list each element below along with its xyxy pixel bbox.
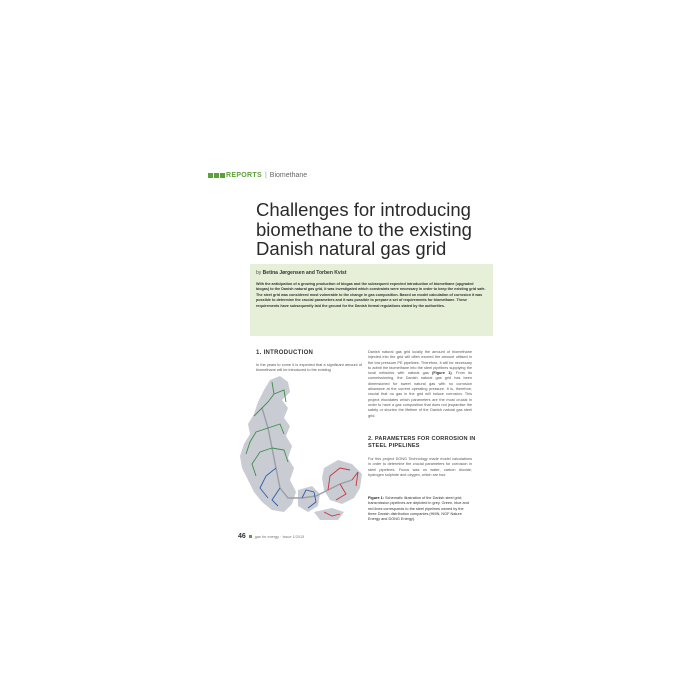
section-heading-introduction: 1. INTRODUCTION: [256, 350, 314, 356]
caption-text: Schematic illustration of the Danish steel grid; transmission pipelines are depicted in grey. Green, blue and red lines corresponds to the steel pipelines owned by the three Danish distribution companies (HMN, NGF Nature Energy and DONG Energy).: [368, 496, 469, 522]
publication-name: gas for energy · Issue 1/2015: [254, 534, 305, 539]
category-label: Biomethane: [269, 171, 308, 179]
byline-prefix: by: [256, 270, 262, 276]
abstract-box: [250, 264, 493, 336]
kicker-square-icon: [214, 173, 219, 178]
denmark-gas-grid-map: [232, 372, 368, 532]
kicker-square-icon: [220, 173, 225, 178]
section-kicker: [208, 170, 307, 180]
abstract-text: With the anticipation of a growing production of biogas and the subsequent expected introduction of biomethane (upgraded biogas) to the Danish natural gas grid, it was investigated which constraints were necessary in order to keep the existing grid safe. The steel grid was considered most vulnerable to the change in gas composition. Based on model calculation of corrosion it was possible to determine the crucial parameters and it was possible to prepare a set of requirements for biomethane. These requirements have subsequently laid the ground for the Danish formal regulations stated by the authorities.: [256, 282, 486, 308]
page-footer: [238, 533, 304, 540]
intro-text-a: Danish natural gas grid locally the amount of biomethane injected into the grid will often exceed the amount utilised in the low pressure PE pipelines. Therefore, it will be necessary to admit the biomethane into the steel pipelines supplying the local networks with natural gas: [368, 350, 472, 376]
byline: [256, 270, 487, 276]
map-land-funen: [298, 486, 320, 512]
kicker-separator: |: [264, 171, 267, 179]
footer-square-icon: [249, 535, 252, 538]
section-label: REPORTS: [226, 171, 262, 179]
byline-authors: Betina Jørgensen and Torben Kvist: [262, 270, 347, 276]
figure-caption: [368, 496, 472, 522]
figure-reference: (Figure 1): [432, 371, 452, 376]
page-number: 46: [238, 533, 246, 540]
map-land-zealand: [322, 460, 362, 504]
parameters-paragraph: For this project DONG Technology made model calculations in order to determine the crucial parameters for corrosion in steel pipelines. Focus was on water, carbon dioxide, hydrogen sulphide and oxygen, which are four: [368, 457, 472, 477]
caption-label: Figure 1:: [368, 496, 385, 500]
intro-paragraph-continued: [368, 350, 472, 419]
section-heading-parameters: 2. PARAMETERS FOR CORROSION IN STEEL PIPELINES: [368, 436, 476, 449]
intro-paragraph: In the years to come it is expected that a significant amount of biomethane will be introduced to the existing: [256, 363, 362, 373]
map-land-jutland: [240, 376, 296, 512]
kicker-square-icon: [208, 173, 213, 178]
intro-text-b: . From its commissioning, the Danish natural gas grid has been dimensioned for sweet natural gas with no corrosion allowance at the current operating pressure. It is, therefore, crucial that no gas in the grid will induce corrosion. This project elucidates which parameters are the most crucial in order to have a gas composition that does not jeopardise the safety or shorten the lifetime of the Danish natural gas steel grid.: [368, 371, 472, 418]
article-title: Challenges for introducing biomethane to the existing Danish natural gas grid: [256, 199, 472, 259]
